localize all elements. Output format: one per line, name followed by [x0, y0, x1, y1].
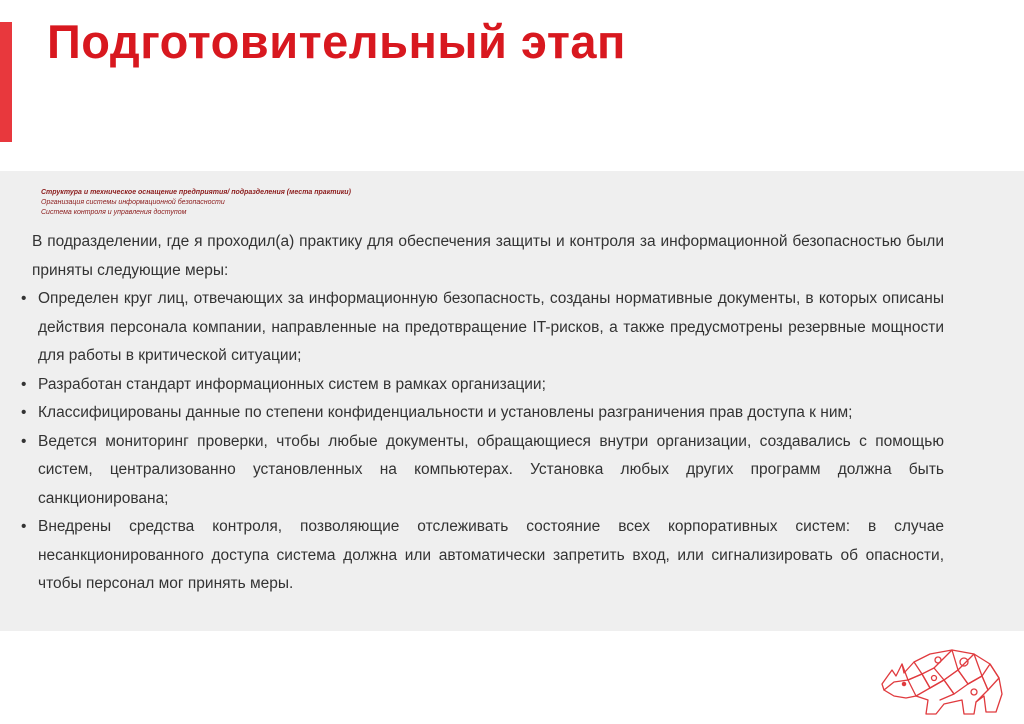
- list-item: • Ведется мониторинг проверки, чтобы любые документы, обращающиеся внутри организации, создавались с помощью систем, централизованно установленных на компьютерах. Установка любых других программ должна быть санкционирована;: [30, 428, 944, 514]
- subheading-line-2: Организация системы информационной безопасности: [41, 199, 225, 206]
- page-title: Подготовительный этап: [47, 15, 626, 68]
- intro-paragraph: В подразделении, где я проходил(а) практику для обеспечения защиты и контроля за информационной безопасностью были приняты следующие меры:: [32, 233, 944, 279]
- content-panel: [0, 171, 1024, 631]
- subheading: [41, 188, 351, 218]
- list-item: • Классифицированы данные по степени конфиденциальности и установлены разграничения прав доступа к ним;: [30, 399, 944, 428]
- measures-list: [30, 285, 944, 599]
- accent-bar: [0, 22, 12, 142]
- list-item: • Внедрены средства контроля, позволяющие отслеживать состояние всех корпоративных систем: в случае несанкционированного доступа система должна или автоматически запретить вход, или сигнализировать об опасности, чтобы персонал мог принять меры.: [30, 513, 944, 599]
- rhino-logo-icon: [878, 640, 1008, 718]
- list-item: • Разработан стандарт информационных систем в рамках организации;: [30, 371, 944, 400]
- body-text: [30, 228, 944, 599]
- subheading-line-1: Структура и техническое оснащение предприятия/ подразделения (места практики): [41, 189, 351, 196]
- subheading-line-3: Система контроля и управления доступом: [41, 209, 187, 216]
- list-item: • Определен круг лиц, отвечающих за информационную безопасность, созданы нормативные документы, в которых описаны действия персонала компании, направленные на предотвращение IT-рисков, а также предусмотрены резервные мощности для работы в критической ситуации;: [30, 285, 944, 371]
